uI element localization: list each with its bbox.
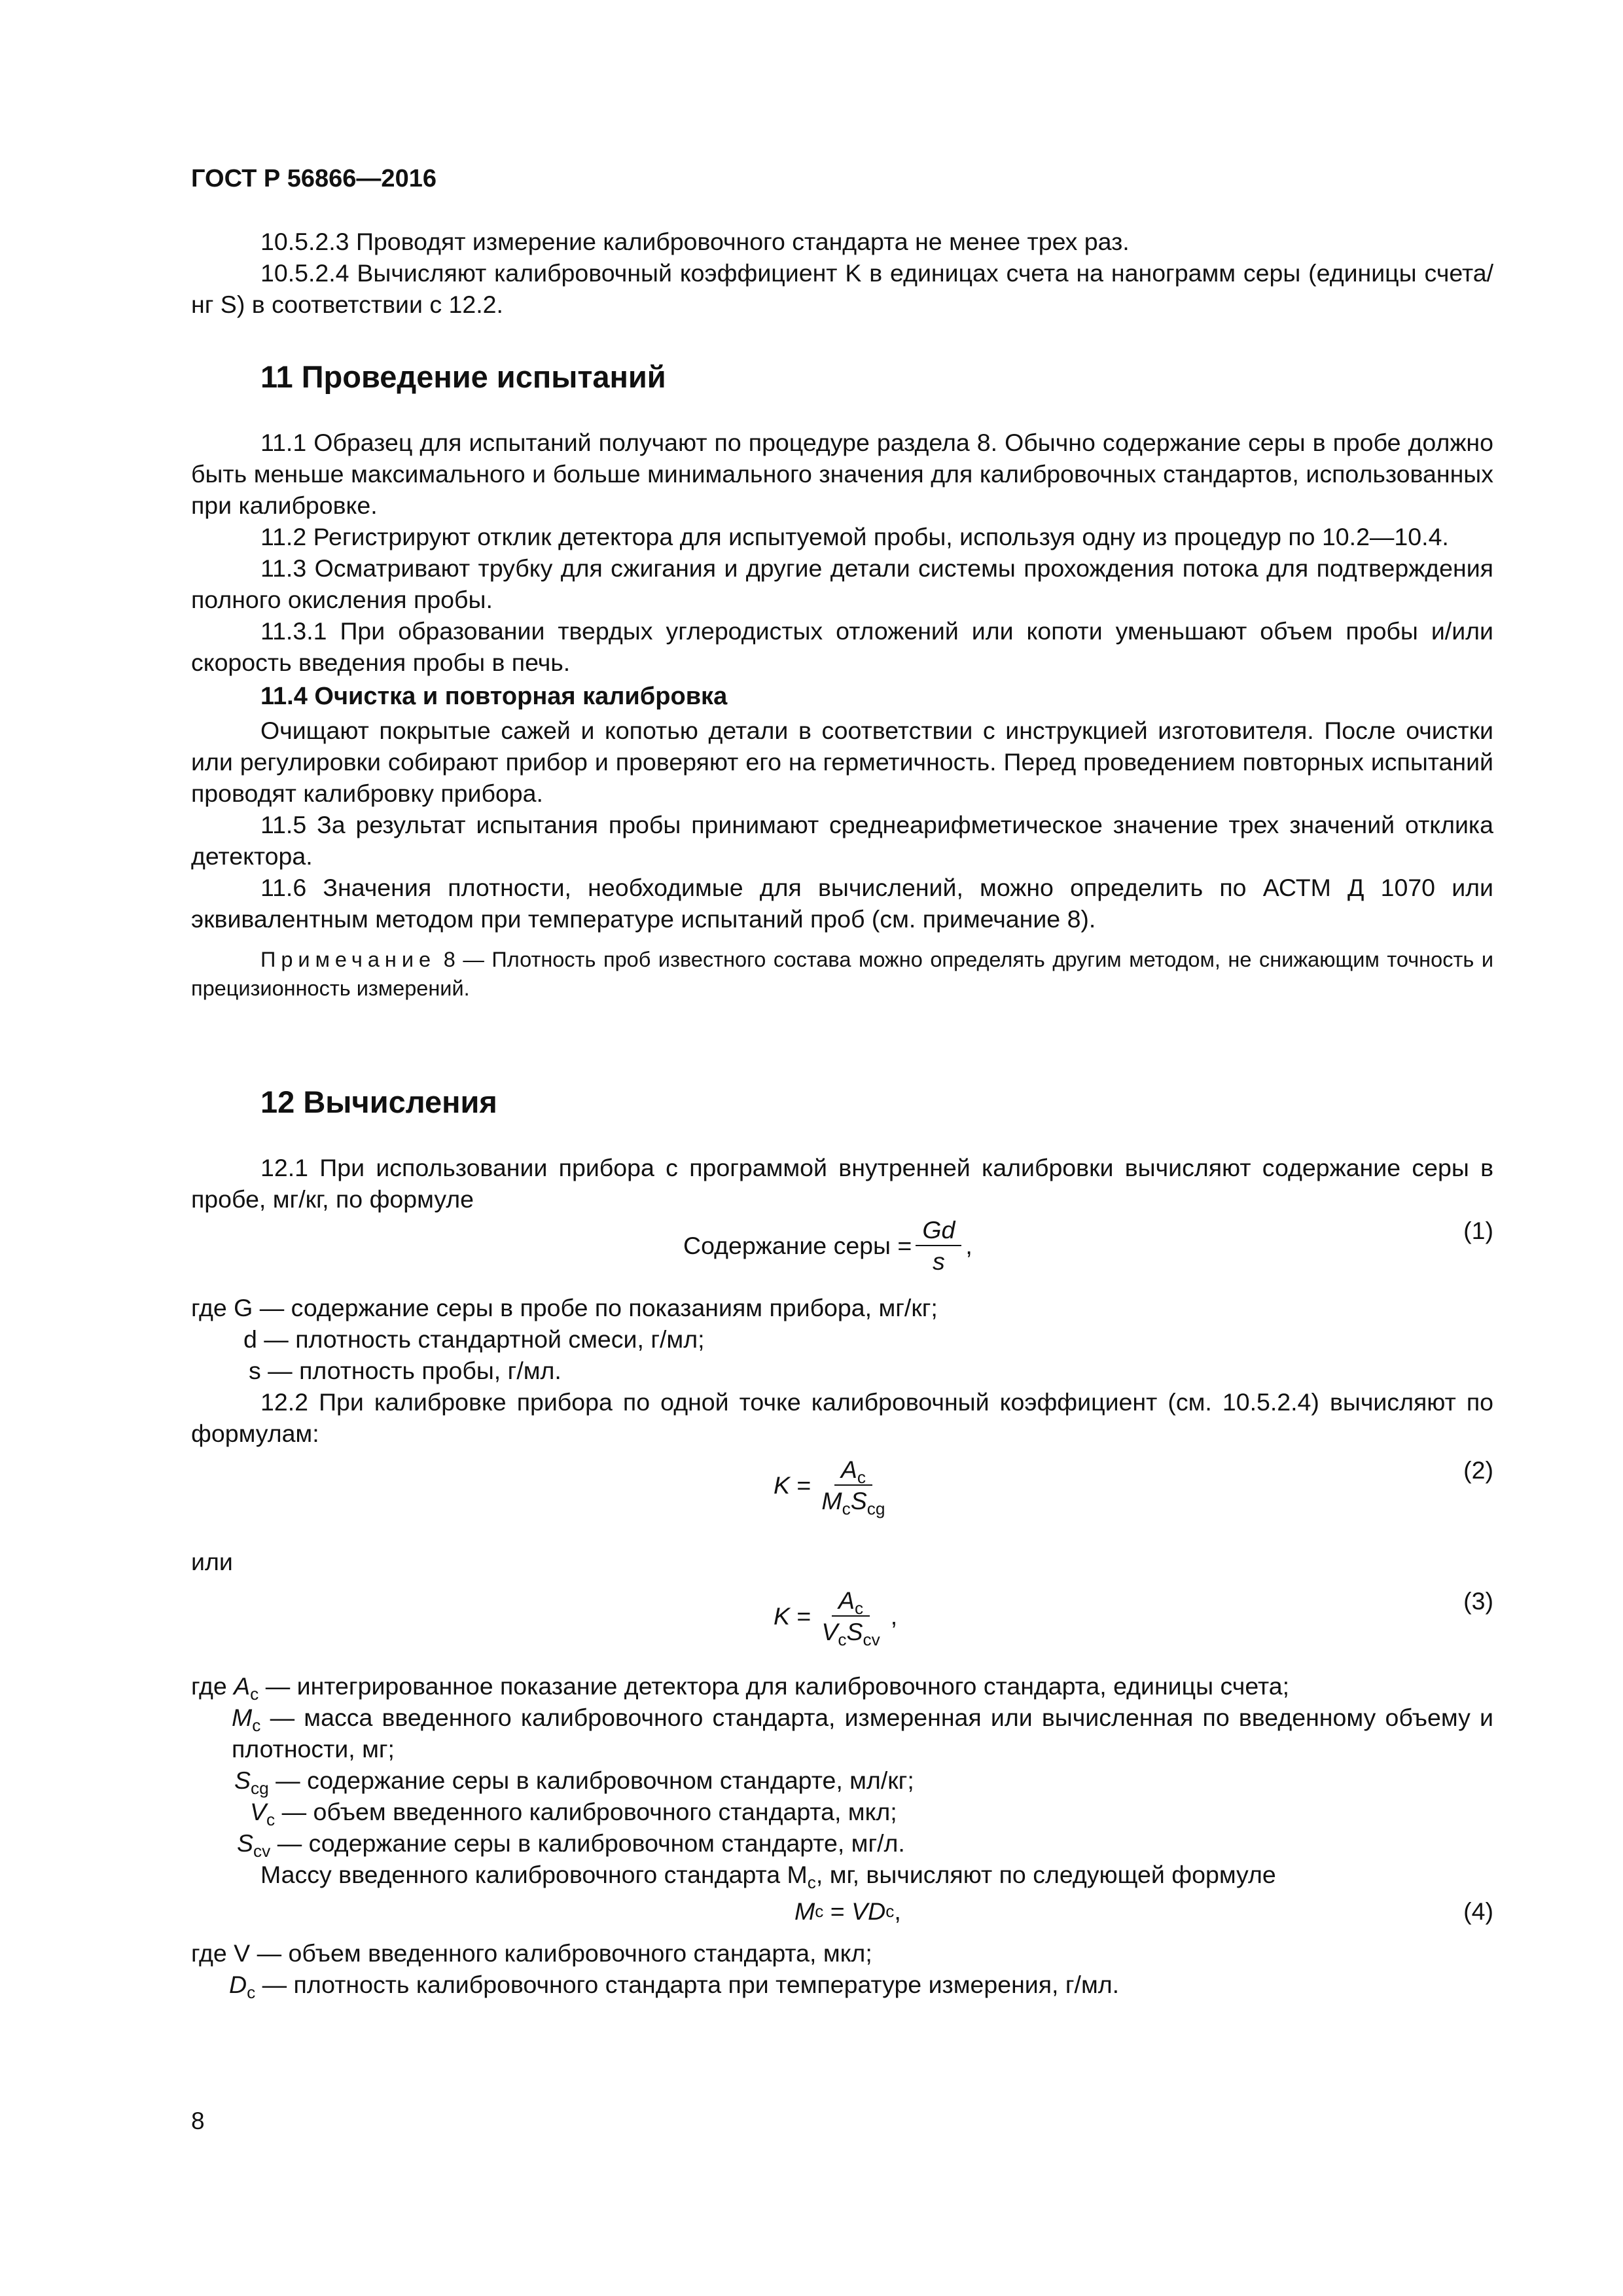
page-number: 8 [191, 2108, 205, 2134]
definition-Dc: $D_c$ — плотность калибровочного стандарта при температуре измерения, г/мл. [229, 1971, 1120, 2002]
definition-s: s — плотность пробы, г/мл. [249, 1357, 562, 1384]
definition-Vc: $V_c$ — объем введенного калибровочного стандарта, мкл; [250, 1798, 897, 1829]
subsection-11-4-title: 11.4 Очистка и повторная калибровка [260, 683, 728, 710]
paragraph-11-4: Очищают покрытые сажей и копотью детали в соответствии с инструкцией изготовителя. После очистки или регулировки собирают прибор и проверяют его на герметичность. Перед проведением повторных испытаний проводят калибровку прибора. [191, 717, 1493, 807]
formula-4: M c = VD c , (4) [191, 1895, 1493, 1937]
paragraph-10-5-2-3: 10.5.2.3 Проводят измерение калибровочного стандарта не менее трех раз. [260, 228, 1130, 255]
formula-1-denominator: s [932, 1247, 945, 1275]
formula-2-fraction: $\frac{A_c}{M_cS_{cg}}$ [821, 1456, 885, 1518]
definition-d: d — плотность стандартной смеси, г/мл; [243, 1325, 705, 1353]
section-11 [191, 361, 1493, 1003]
paragraph-12-1: 12.1 При использовании прибора с программой внутренней калибровки вычисляют содержание серы в пробе, мг/кг, по формуле [191, 1154, 1493, 1213]
paragraph-11-3: 11.3 Осматривают трубку для сжигания и другие детали системы прохождения потока для подтверждения полного окисления пробы. [191, 554, 1493, 613]
paragraph-11-5: 11.5 За результат испытания пробы принимают среднеарифметическое значение трех значений отклика детектора. [191, 811, 1493, 870]
definition-Ac: где $A_c$ — интегрированное показание детектора для калибровочного стандарта, единицы счета; [191, 1672, 1289, 1704]
note-8 [191, 945, 1493, 1003]
paragraph-10-5-2-4: 10.5.2.4 Вычисляют калибровочный коэффициент K в единицах счета на нанограмм серы (единицы счета/нг S) в соответствии с 12.2. [191, 259, 1493, 318]
formula-2: K = $\frac{A_c}{M_cS_{cg}}$ (2) [774, 1456, 1493, 1518]
paragraph-11-2: 11.2 Регистрируют отклик детектора для испытуемой пробы, используя одну из процедур по 10.2—10.4. [260, 523, 1449, 550]
note-label: Примечание [260, 948, 437, 971]
formula-3: K = $\frac{A_c}{V_cS_{cv}}$ , (3) [774, 1587, 1493, 1649]
definition-Scv: $S_{cv}$ — содержание серы в калибровочном стандарте, мг/л. [237, 1829, 905, 1861]
definition-Scg: $S_{cg}$ — содержание серы в калибровочном стандарте, мл/кг; [234, 1767, 914, 1798]
section-10-tail [191, 226, 1493, 320]
equation-number-1: (1) [1463, 1217, 1493, 1244]
paragraph-12-2: 12.2 При калибровке прибора по одной точке калибровочный коэффициент (см. 10.5.2.4) вычисляют по формулам: [191, 1388, 1493, 1447]
section-12-title: 12 Вычисления [260, 1085, 497, 1119]
equation-number-4: (4) [1463, 1897, 1493, 1925]
definition-Mc: $M_c$ — масса введенного калибровочного стандарта, измеренная или вычисленная по введенному объему и плотности, мг; [232, 1704, 1493, 1763]
paragraph-mass: Массу введенного калибровочного стандарта $M_c$, мг, вычисляют по следующей формуле [260, 1861, 1276, 1892]
formula-3-fraction: $\frac{A_c}{V_cS_{cv}}$ [821, 1587, 880, 1649]
equation-number-3: (3) [1463, 1587, 1493, 1615]
paragraph-11-1: 11.1 Образец для испытаний получают по процедуре раздела 8. Обычно содержание серы в пробе должно быть меньше максимального и больше минимального значения для калибровочных стандартов, использованных при калибровке. [191, 429, 1493, 519]
formula-1-fraction [916, 1215, 961, 1276]
section-12 [191, 1086, 1493, 2000]
definition-G: где G — содержание серы в пробе по показаниям прибора, мг/кг; [191, 1294, 938, 1321]
formula-1: Содержание серы = $\frac{Gd}{s}$ , (1) [683, 1216, 1493, 1275]
note-text: 8 — Плотность проб известного состава можно определять другим методом, не снижающим точность и прецизионность измерений. [191, 948, 1493, 1000]
paragraph-11-3-1: 11.3.1 При образовании твердых углеродистых отложений или копоти уменьшают объем пробы и/или скорость введения пробы в печь. [191, 617, 1493, 676]
formula-1-label: Содержание серы = [683, 1232, 912, 1259]
equation-number-2: (2) [1463, 1456, 1493, 1484]
definition-V: где V — объем введенного калибровочного стандарта, мкл; [191, 1939, 872, 1967]
paragraph-11-6: 11.6 Значения плотности, необходимые для вычислений, можно определить по АСТМ Д 1070 или эквивалентным методом при температуре испытаний проб (см. примечание 8). [191, 874, 1493, 933]
standard-header: ГОСТ Р 56866—2016 [191, 165, 437, 192]
section-11-title: 11 Проведение испытаний [260, 359, 666, 394]
formula-1-numerator: Gd [916, 1215, 961, 1246]
or-connector: или [191, 1548, 233, 1575]
